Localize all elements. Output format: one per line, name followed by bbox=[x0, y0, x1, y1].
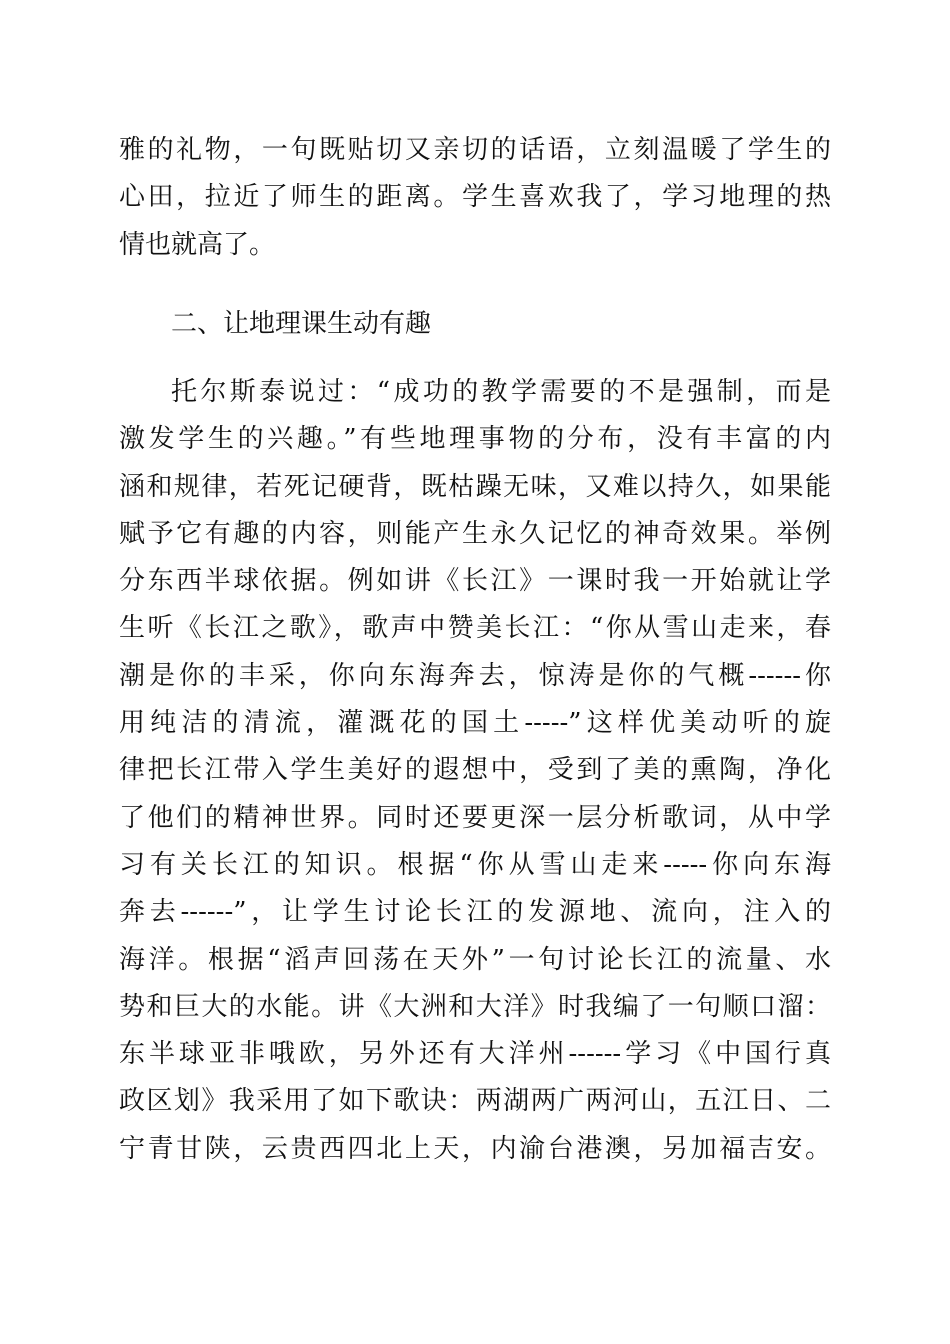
section-heading: 二、让地理课生动有趣 bbox=[171, 309, 432, 339]
text-line: 政区划》我采用了如下歌诀：两湖两广两河山，五江日、二 bbox=[119, 1086, 831, 1117]
text-line: 潮是你的丰采，你向东海奔去，惊涛是你的气概------你 bbox=[119, 660, 831, 691]
text-line: 托尔斯泰说过：“成功的教学需要的不是强制，而是 bbox=[171, 377, 831, 407]
text-line: 心田，拉近了师生的距离。学生喜欢我了，学习地理的热 bbox=[119, 182, 831, 213]
text-line: 涵和规律，若死记硬背，既枯躁无味，又难以持久，如果能 bbox=[119, 471, 831, 502]
text-line: 用纯洁的清流，灌溉花的国土-----”这样优美动听的旋 bbox=[119, 708, 831, 739]
text-line: 宁青甘陕，云贵西四北上天，内渝台港澳，另加福吉安。 bbox=[119, 1133, 831, 1164]
text-line: 奔去------”，让学生讨论长江的发源地、流向，注入的 bbox=[119, 897, 831, 928]
text-line: 律把长江带入学生美好的遐想中，受到了美的熏陶，净化 bbox=[119, 755, 831, 786]
text-line: 习有关长江的知识。根据“你从雪山走来-----你向东海 bbox=[119, 849, 831, 880]
text-line: 海洋。根据“滔声回荡在天外”一句讨论长江的流量、水 bbox=[119, 944, 831, 975]
text-line: 激发学生的兴趣。”有些地理事物的分布，没有丰富的内 bbox=[119, 424, 831, 455]
text-line: 了他们的精神世界。同时还要更深一层分析歌词，从中学 bbox=[119, 802, 831, 833]
paragraph-continued bbox=[119, 127, 831, 269]
text-line: 赋予它有趣的内容，则能产生永久记忆的神奇效果。举例 bbox=[119, 518, 831, 549]
text-line: 雅的礼物，一句既贴切又亲切的话语，立刻温暖了学生的 bbox=[119, 135, 831, 165]
text-line: 分东西半球依据。例如讲《长江》一课时我一开始就让学 bbox=[119, 566, 831, 597]
text-line: 势和巨大的水能。讲《大洲和大洋》时我编了一句顺口溜： bbox=[119, 991, 831, 1022]
text-line: 情也就高了。 bbox=[119, 229, 276, 260]
text-line: 生听《长江之歌》，歌声中赞美长江：“你从雪山走来，春 bbox=[119, 613, 831, 644]
text-line: 东半球亚非哦欧，另外还有大洋州------学习《中国行真 bbox=[119, 1039, 831, 1070]
paragraph-body bbox=[119, 369, 831, 1173]
